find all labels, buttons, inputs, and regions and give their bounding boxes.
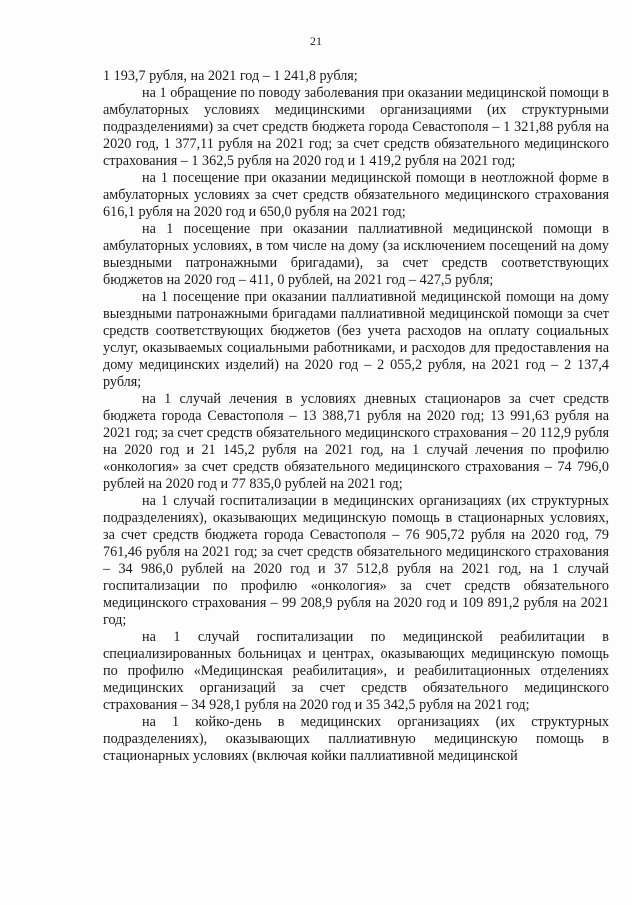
paragraph-outpatient-treatment: на 1 обращение по поводу заболевания при оказании медицинской помощи в амбулаторных условиях медицинскими организациями (их структурными подразделениями) за счет средств бюджета города Севастополя – 1 321,88 рубля на 2020 год, 1 377,11 рубля на 2021 год; за счет средств обязательного медицинского страхования – 1 362,5 рубля на 2020 год и 1 419,2 рубля на 2021 год; (103, 85, 609, 169)
paragraph-bed-day: на 1 койко-день в медицинских организациях (их структурных подразделениях), оказывающих паллиативную медицинскую помощь в стационарных условиях (включая койки паллиативной медицинской (103, 714, 609, 764)
paragraph-continuation: 1 193,7 рубля, на 2021 год – 1 241,8 рубля; (103, 68, 358, 84)
paragraph-day-hospital: на 1 случай лечения в условиях дневных стационаров за счет средств бюджета города Севастополя – 13 388,71 рубля на 2020 год; 13 991,63 рубля на 2021 год; за счет средств обязательного медицинского страхования – 20 112,9 рубля на 2020 год и 21 145,2 рубля на 2021 год, на 1 случай лечения по профилю «онкология» за счет средств обязательного медицинского страхования – 74 796,0 рублей на 2020 год и 77 835,0 рублей на 2021 год; (103, 391, 609, 492)
paragraph-palliative-home-visit: на 1 посещение при оказании паллиативной медицинской помощи на дому выездными патронажными бригадами паллиативной медицинской помощи за счет средств соответствующих бюджетов (без учета расходов на оплату социальных услуг, оказываемых социальными работниками, и расходов для предоставления на дому медицинских изделий) на 2020 год – 2 055,2 рубля, на 2021 год – 2 137,4 рубля; (103, 289, 609, 390)
paragraph-palliative-visit: на 1 посещение при оказании паллиативной медицинской помощи в амбулаторных условиях, в том числе на дому (за исключением посещений на дому выездными патронажными бригадами), за счет средств соответствующих бюджетов на 2020 год – 411, 0 рублей, на 2021 год – 427,5 рубля; (103, 221, 609, 288)
paragraph-hospitalization: на 1 случай госпитализации в медицинских организациях (их структурных подразделениях), оказывающих медицинскую помощь в стационарных условиях, за счет средств бюджета города Севастополя – 76 905,72 рубля на 2020 год, 79 761,46 рубля на 2021 год; за счет средств обязательного медицинского страхования – 34 986,0 рублей на 2020 год и 37 512,8 рубля на 2021 год, на 1 случай госпитализации по профилю «онкология» за счет средств обязательного медицинского страхования – 99 208,9 рубля на 2020 год и 109 891,2 рубля на 2021 год; (103, 493, 609, 628)
paragraph-rehabilitation: на 1 случай госпитализации по медицинской реабилитации в специализированных больницах и центрах, оказывающих медицинскую помощь по профилю «Медицинская реабилитация», и реабилитационных отделениях медицинских организаций за счет средств обязательного медицинского страхования – 34 928,1 рубля на 2020 год и 35 342,5 рубля на 2021 год; (103, 629, 609, 713)
document-body (103, 68, 609, 765)
paragraph-emergency-visit: на 1 посещение при оказании медицинской помощи в неотложной форме в амбулаторных условиях за счет средств обязательного медицинского страхования 616,1 рубля на 2020 год и 650,0 рубля на 2021 год; (103, 170, 609, 220)
page-number: 21 (310, 34, 322, 48)
